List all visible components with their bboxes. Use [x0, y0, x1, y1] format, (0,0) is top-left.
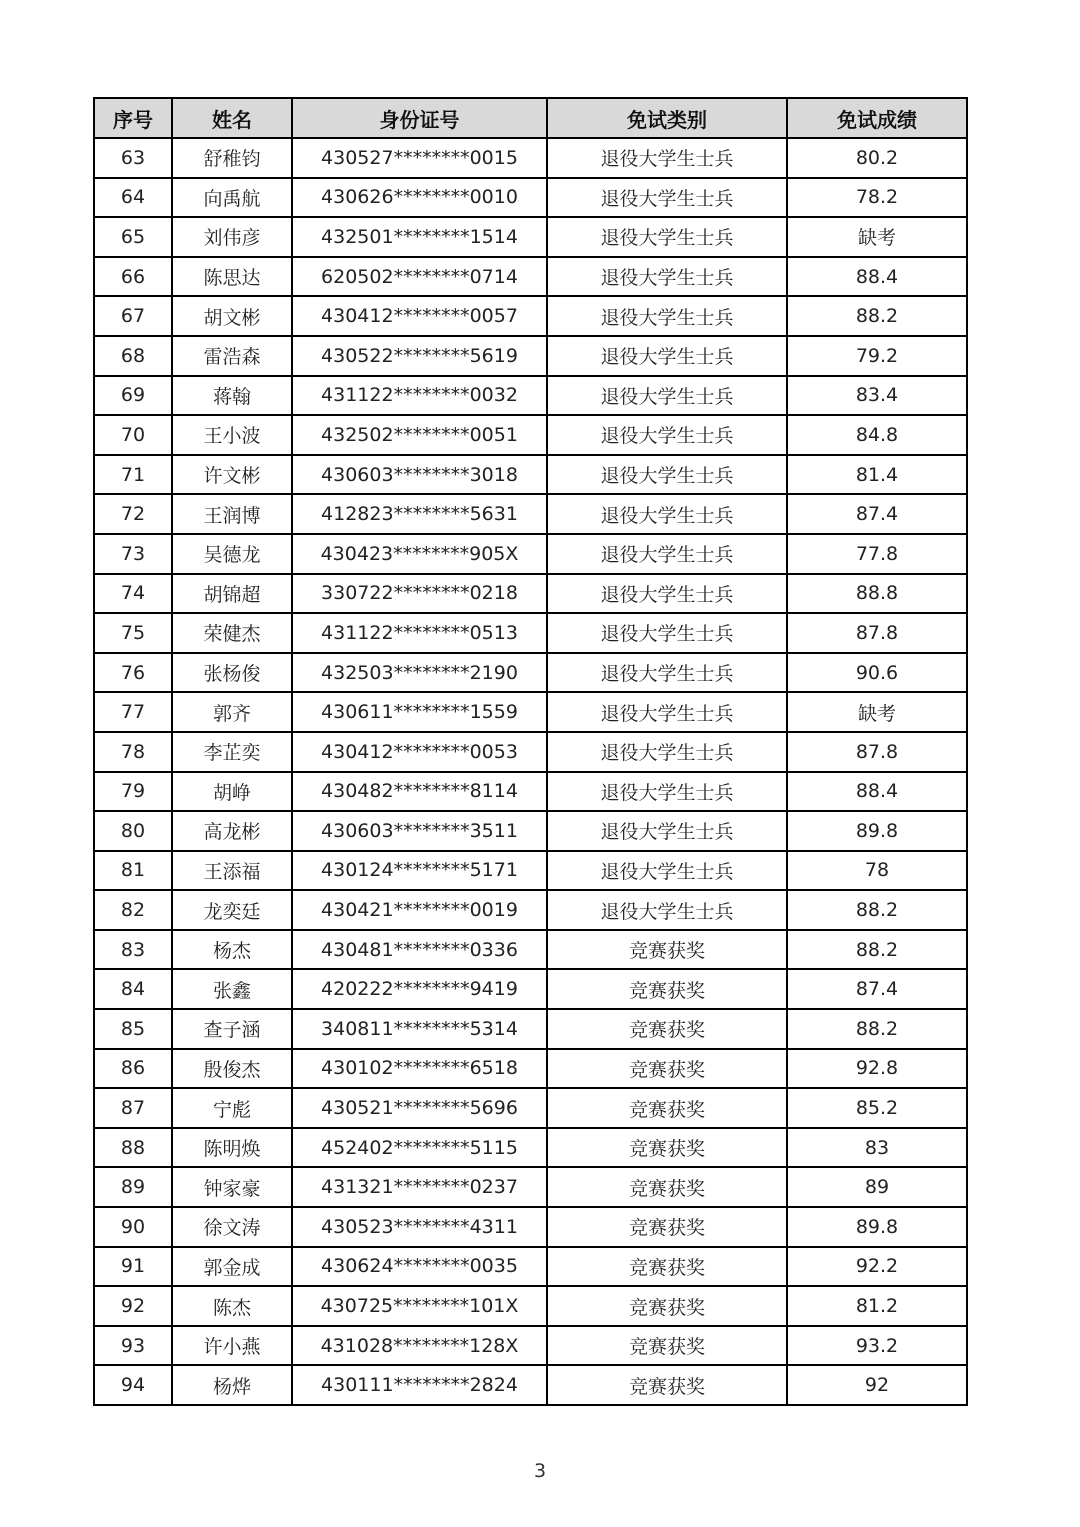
header-score: 免试成绩: [787, 98, 967, 138]
cell-id-number: 430626********0010: [292, 178, 547, 218]
cell-name: 李芷奕: [172, 732, 292, 772]
cell-name: 王添福: [172, 851, 292, 891]
cell-seq: 84: [94, 969, 172, 1009]
cell-score: 88.2: [787, 296, 967, 336]
cell-category: 退役大学生士兵: [547, 653, 787, 693]
cell-score: 89: [787, 1167, 967, 1207]
cell-score: 88.4: [787, 772, 967, 812]
cell-category: 竞赛获奖: [547, 1128, 787, 1168]
cell-id-number: 340811********5314: [292, 1009, 547, 1049]
table-row: [94, 890, 967, 930]
cell-category: 竞赛获奖: [547, 1247, 787, 1287]
cell-category: 退役大学生士兵: [547, 257, 787, 297]
cell-seq: 67: [94, 296, 172, 336]
cell-id-number: 430412********0057: [292, 296, 547, 336]
cell-score: 88.2: [787, 1009, 967, 1049]
cell-category: 竞赛获奖: [547, 1088, 787, 1128]
cell-category: 竞赛获奖: [547, 1326, 787, 1366]
cell-name: 吴德龙: [172, 534, 292, 574]
cell-category: 退役大学生士兵: [547, 772, 787, 812]
cell-name: 荣健杰: [172, 613, 292, 653]
cell-id-number: 420222********9419: [292, 969, 547, 1009]
table-row: [94, 296, 967, 336]
cell-id-number: 430102********6518: [292, 1049, 547, 1089]
cell-category: 退役大学生士兵: [547, 851, 787, 891]
cell-seq: 89: [94, 1167, 172, 1207]
table-row: [94, 138, 967, 178]
cell-category: 退役大学生士兵: [547, 336, 787, 376]
cell-seq: 93: [94, 1326, 172, 1366]
cell-name: 高龙彬: [172, 811, 292, 851]
cell-id-number: 330722********0218: [292, 574, 547, 614]
cell-id-number: 620502********0714: [292, 257, 547, 297]
cell-score: 87.8: [787, 613, 967, 653]
cell-id-number: 431321********0237: [292, 1167, 547, 1207]
cell-seq: 65: [94, 217, 172, 257]
cell-name: 张杨俊: [172, 653, 292, 693]
table-row: [94, 1247, 967, 1287]
page-number: 3: [533, 1460, 547, 1482]
cell-category: 竞赛获奖: [547, 1049, 787, 1089]
table-row: [94, 257, 967, 297]
cell-score: 92.2: [787, 1247, 967, 1287]
cell-category: 退役大学生士兵: [547, 811, 787, 851]
cell-name: 王润博: [172, 494, 292, 534]
cell-category: 退役大学生士兵: [547, 217, 787, 257]
cell-category: 退役大学生士兵: [547, 534, 787, 574]
cell-score: 84.8: [787, 415, 967, 455]
cell-score: 缺考: [787, 217, 967, 257]
cell-id-number: 452402********5115: [292, 1128, 547, 1168]
cell-seq: 83: [94, 930, 172, 970]
cell-category: 退役大学生士兵: [547, 296, 787, 336]
cell-score: 87.8: [787, 732, 967, 772]
cell-category: 竞赛获奖: [547, 1009, 787, 1049]
cell-name: 陈明焕: [172, 1128, 292, 1168]
cell-seq: 79: [94, 772, 172, 812]
table-row: [94, 772, 967, 812]
cell-name: 许小燕: [172, 1326, 292, 1366]
cell-id-number: 430611********1559: [292, 692, 547, 732]
cell-id-number: 432501********1514: [292, 217, 547, 257]
cell-id-number: 430523********4311: [292, 1207, 547, 1247]
cell-category: 竞赛获奖: [547, 930, 787, 970]
cell-name: 殷俊杰: [172, 1049, 292, 1089]
cell-score: 92.8: [787, 1049, 967, 1089]
cell-id-number: 430111********2824: [292, 1365, 547, 1405]
cell-category: 竞赛获奖: [547, 969, 787, 1009]
cell-score: 89.8: [787, 811, 967, 851]
cell-score: 88.2: [787, 890, 967, 930]
cell-category: 退役大学生士兵: [547, 574, 787, 614]
cell-id-number: 432503********2190: [292, 653, 547, 693]
table-row: [94, 217, 967, 257]
cell-score: 89.8: [787, 1207, 967, 1247]
table-row: [94, 851, 967, 891]
cell-seq: 77: [94, 692, 172, 732]
cell-seq: 75: [94, 613, 172, 653]
cell-id-number: 430624********0035: [292, 1247, 547, 1287]
cell-seq: 86: [94, 1049, 172, 1089]
cell-id-number: 430522********5619: [292, 336, 547, 376]
cell-score: 80.2: [787, 138, 967, 178]
cell-id-number: 430725********101X: [292, 1286, 547, 1326]
cell-seq: 76: [94, 653, 172, 693]
exemption-score-table: [93, 97, 968, 1406]
cell-id-number: 430482********8114: [292, 772, 547, 812]
cell-seq: 88: [94, 1128, 172, 1168]
cell-seq: 72: [94, 494, 172, 534]
cell-category: 退役大学生士兵: [547, 138, 787, 178]
table-row: [94, 336, 967, 376]
cell-score: 87.4: [787, 969, 967, 1009]
cell-id-number: 430521********5696: [292, 1088, 547, 1128]
table-row: [94, 1009, 967, 1049]
cell-name: 陈杰: [172, 1286, 292, 1326]
cell-name: 徐文涛: [172, 1207, 292, 1247]
cell-id-number: 430527********0015: [292, 138, 547, 178]
cell-seq: 78: [94, 732, 172, 772]
cell-score: 85.2: [787, 1088, 967, 1128]
cell-id-number: 431122********0032: [292, 376, 547, 416]
table-row: [94, 1207, 967, 1247]
cell-score: 缺考: [787, 692, 967, 732]
header-id-number: 身份证号: [292, 98, 547, 138]
cell-name: 胡锦超: [172, 574, 292, 614]
header-seq: 序号: [94, 98, 172, 138]
cell-seq: 87: [94, 1088, 172, 1128]
cell-category: 竞赛获奖: [547, 1207, 787, 1247]
cell-seq: 92: [94, 1286, 172, 1326]
table-row: [94, 1326, 967, 1366]
cell-score: 81.4: [787, 455, 967, 495]
cell-score: 93.2: [787, 1326, 967, 1366]
cell-category: 退役大学生士兵: [547, 732, 787, 772]
cell-id-number: 430412********0053: [292, 732, 547, 772]
cell-name: 雷浩森: [172, 336, 292, 376]
table-row: [94, 692, 967, 732]
cell-score: 87.4: [787, 494, 967, 534]
cell-category: 退役大学生士兵: [547, 376, 787, 416]
cell-name: 蒋翰: [172, 376, 292, 416]
cell-seq: 64: [94, 178, 172, 218]
cell-seq: 66: [94, 257, 172, 297]
table-row: [94, 415, 967, 455]
cell-name: 杨烨: [172, 1365, 292, 1405]
cell-name: 胡峥: [172, 772, 292, 812]
cell-name: 陈思达: [172, 257, 292, 297]
table-row: [94, 455, 967, 495]
cell-score: 81.2: [787, 1286, 967, 1326]
cell-score: 83: [787, 1128, 967, 1168]
cell-id-number: 431122********0513: [292, 613, 547, 653]
cell-score: 88.4: [787, 257, 967, 297]
cell-seq: 74: [94, 574, 172, 614]
table-row: [94, 613, 967, 653]
cell-id-number: 431028********128X: [292, 1326, 547, 1366]
cell-category: 竞赛获奖: [547, 1365, 787, 1405]
cell-score: 88.8: [787, 574, 967, 614]
table-row: [94, 969, 967, 1009]
cell-name: 郭金成: [172, 1247, 292, 1287]
cell-seq: 80: [94, 811, 172, 851]
cell-category: 退役大学生士兵: [547, 494, 787, 534]
cell-id-number: 430423********905X: [292, 534, 547, 574]
cell-category: 退役大学生士兵: [547, 613, 787, 653]
cell-seq: 90: [94, 1207, 172, 1247]
table-row: [94, 1286, 967, 1326]
cell-name: 许文彬: [172, 455, 292, 495]
table-body: [94, 138, 967, 1405]
cell-category: 竞赛获奖: [547, 1167, 787, 1207]
table-row: [94, 1128, 967, 1168]
cell-category: 退役大学生士兵: [547, 455, 787, 495]
cell-seq: 73: [94, 534, 172, 574]
header-name: 姓名: [172, 98, 292, 138]
table-row: [94, 574, 967, 614]
cell-seq: 94: [94, 1365, 172, 1405]
cell-seq: 68: [94, 336, 172, 376]
cell-seq: 82: [94, 890, 172, 930]
cell-category: 竞赛获奖: [547, 1286, 787, 1326]
cell-seq: 85: [94, 1009, 172, 1049]
cell-name: 胡文彬: [172, 296, 292, 336]
cell-id-number: 430124********5171: [292, 851, 547, 891]
table-row: [94, 930, 967, 970]
cell-id-number: 430481********0336: [292, 930, 547, 970]
cell-score: 79.2: [787, 336, 967, 376]
cell-name: 查子涵: [172, 1009, 292, 1049]
table-row: [94, 1167, 967, 1207]
cell-name: 舒稚钧: [172, 138, 292, 178]
cell-name: 王小波: [172, 415, 292, 455]
cell-name: 刘伟彦: [172, 217, 292, 257]
cell-score: 78.2: [787, 178, 967, 218]
table-row: [94, 1049, 967, 1089]
cell-name: 宁彪: [172, 1088, 292, 1128]
cell-name: 向禹航: [172, 178, 292, 218]
cell-score: 83.4: [787, 376, 967, 416]
cell-name: 郭齐: [172, 692, 292, 732]
table-header-row: [94, 98, 967, 138]
cell-seq: 81: [94, 851, 172, 891]
cell-category: 退役大学生士兵: [547, 415, 787, 455]
table-row: [94, 1088, 967, 1128]
cell-seq: 71: [94, 455, 172, 495]
cell-name: 杨杰: [172, 930, 292, 970]
cell-id-number: 430603********3018: [292, 455, 547, 495]
cell-name: 钟家豪: [172, 1167, 292, 1207]
table-row: [94, 494, 967, 534]
table-row: [94, 534, 967, 574]
cell-name: 龙奕廷: [172, 890, 292, 930]
cell-score: 92: [787, 1365, 967, 1405]
cell-score: 77.8: [787, 534, 967, 574]
cell-category: 退役大学生士兵: [547, 178, 787, 218]
cell-category: 退役大学生士兵: [547, 692, 787, 732]
table-row: [94, 1365, 967, 1405]
cell-id-number: 430421********0019: [292, 890, 547, 930]
cell-seq: 91: [94, 1247, 172, 1287]
table-row: [94, 376, 967, 416]
cell-score: 88.2: [787, 930, 967, 970]
cell-score: 90.6: [787, 653, 967, 693]
cell-id-number: 430603********3511: [292, 811, 547, 851]
cell-id-number: 432502********0051: [292, 415, 547, 455]
cell-id-number: 412823********5631: [292, 494, 547, 534]
header-category: 免试类别: [547, 98, 787, 138]
table-row: [94, 653, 967, 693]
table-row: [94, 178, 967, 218]
cell-category: 退役大学生士兵: [547, 890, 787, 930]
cell-name: 张鑫: [172, 969, 292, 1009]
cell-seq: 69: [94, 376, 172, 416]
cell-seq: 63: [94, 138, 172, 178]
cell-score: 78: [787, 851, 967, 891]
table-row: [94, 811, 967, 851]
table-row: [94, 732, 967, 772]
cell-seq: 70: [94, 415, 172, 455]
